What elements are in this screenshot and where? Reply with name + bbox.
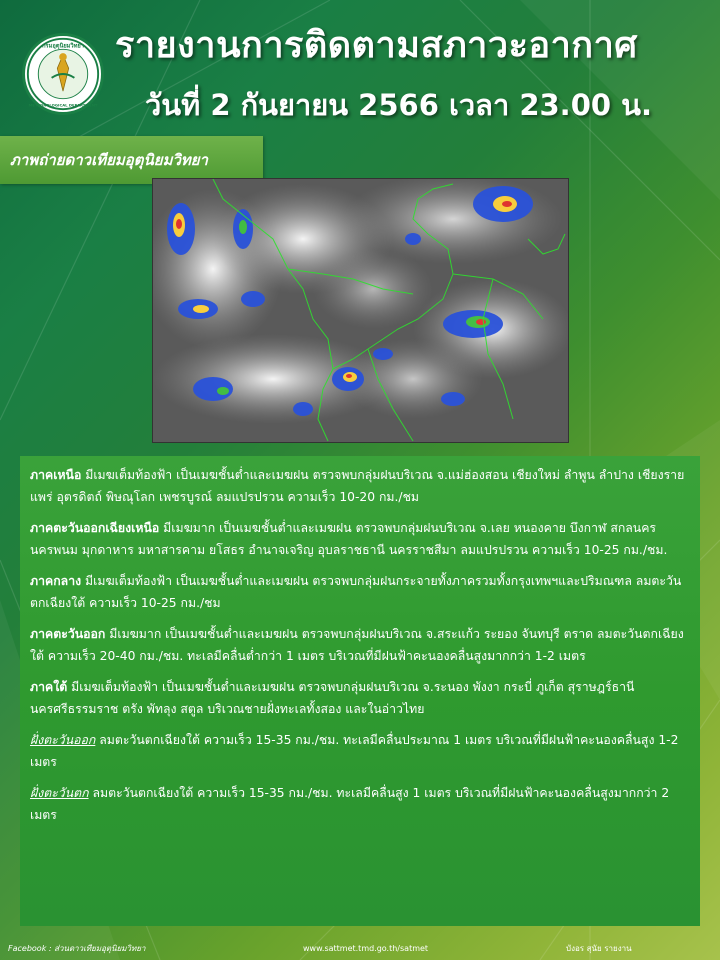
- satellite-image: [152, 178, 569, 443]
- region-central-label: ภาคกลาง: [30, 574, 82, 588]
- region-north-label: ภาคเหนือ: [30, 468, 82, 482]
- west-coast-label: ฝั่งตะวันตก: [30, 786, 89, 800]
- footer: [0, 938, 720, 960]
- region-east-text: มีเมฆมาก เป็นเมฆชั้นต่ำและเมฆฝน ตรวจพบกลุ่มฝนบริเวณ จ.สระแก้ว ระยอง จันทบุรี ตราด ลมตะวันตกเฉียงใต้ ความเร็ว 20-40 กม./ชม. ทะเลมีคลื่นต่ำกว่า 1 เมตร บริเวณที่มีฝนฟ้าคะนองคลื่นสูงมากกว่า 1-2 เมตร: [30, 627, 684, 663]
- tmd-logo: [22, 33, 104, 115]
- region-south-text: มีเมฆเต็มท้องฟ้า เป็นเมฆชั้นต่ำและเมฆฝน ตรวจพบกลุ่มฝนบริเวณ จ.ระนอง พังงา กระบี่ ภูเก็ต สุราษฎร์ธานี นครศรีธรรมราช ตรัง พัทลุง สตูล บริเวณชายฝั่งทะเลทั้งสอง และในอ่าวไทย: [30, 680, 635, 716]
- west-coast-text: ลมตะวันตกเฉียงใต้ ความเร็ว 15-35 กม./ชม. ทะเลมีคลื่นสูง 1 เมตร บริเวณที่มีฝนฟ้าคะนองคลื่นสูงมากกว่า 2 เมตร: [30, 786, 670, 822]
- svg-text:กรมอุตุนิยมวิทยา: กรมอุตุนิยมวิทยา: [42, 43, 84, 50]
- report-north: [30, 464, 688, 508]
- report-west-coast: [30, 782, 688, 826]
- region-northeast-text: มีเมฆมาก เป็นเมฆชั้นต่ำและเมฆฝน ตรวจพบกลุ่มฝนบริเวณ จ.เลย หนองคาย บึงกาฬ สกลนคร นครพนม มุกดาหาร มหาสารคาม ยโสธร อำนาจเจริญ อุบลราชธานี นครราชสีมา ลมแปรปรวน ความเร็ว 10-25 กม./ชม.: [30, 521, 668, 557]
- footer-facebook: Facebook : ส่วนดาวเทียมอุตุนิยมวิทยา: [8, 944, 146, 953]
- region-north-text: มีเมฆเต็มท้องฟ้า เป็นเมฆชั้นต่ำและเมฆฝน ตรวจพบกลุ่มฝนบริเวณ จ.แม่ฮ่องสอน เชียงใหม่ ลำพูน ลำปาง เชียงราย แพร่ อุตรดิตถ์ พิษณุโลก เพชรบูรณ์ ลมแปรปรวน ความเร็ว 10-20 กม./ชม: [30, 468, 685, 504]
- satellite-infrared-icon: [153, 179, 568, 442]
- page-title: รายงานการติดตามสภาวะอากาศ: [115, 25, 638, 66]
- report-date: วันที่ 2 กันยายน 2566 เวลา 23.00 น.: [145, 88, 652, 122]
- report-northeast: [30, 517, 688, 561]
- east-coast-label: ฝั่งตะวันออก: [30, 733, 96, 747]
- section-label: ภาพถ่ายดาวเทียมอุตุนิยมวิทยา: [0, 136, 263, 184]
- footer-reporter: บังอร สุนัย รายงาน: [566, 944, 632, 953]
- footer-website-link[interactable]: www.sattmet.tmd.go.th/satmet: [303, 944, 429, 953]
- east-coast-text: ลมตะวันตกเฉียงใต้ ความเร็ว 15-35 กม./ชม. ทะเลมีคลื่นประมาณ 1 เมตร บริเวณที่มีฝนฟ้าคะนองคลื่นสูง 1-2 เมตร: [30, 733, 679, 769]
- department-emblem-icon: [25, 35, 101, 113]
- weather-report-panel: [20, 456, 700, 926]
- region-south-label: ภาคใต้: [30, 680, 68, 694]
- report-east-coast: [30, 729, 688, 773]
- report-east: [30, 623, 688, 667]
- report-central: [30, 570, 688, 614]
- svg-text:METEOROLOGICAL DEPARTMENT: METEOROLOGICAL DEPARTMENT: [28, 102, 98, 108]
- report-south: [30, 676, 688, 720]
- region-northeast-label: ภาคตะวันออกเฉียงเหนือ: [30, 521, 160, 535]
- region-east-label: ภาคตะวันออก: [30, 627, 106, 641]
- region-central-text: มีเมฆเต็มท้องฟ้า เป็นเมฆชั้นต่ำและเมฆฝน ตรวจพบกลุ่มฝนกระจายทั้งภาครวมทั้งกรุงเทพฯและปริมณฑล ลมตะวันตกเฉียงใต้ ความเร็ว 10-25 กม./ชม: [30, 574, 682, 610]
